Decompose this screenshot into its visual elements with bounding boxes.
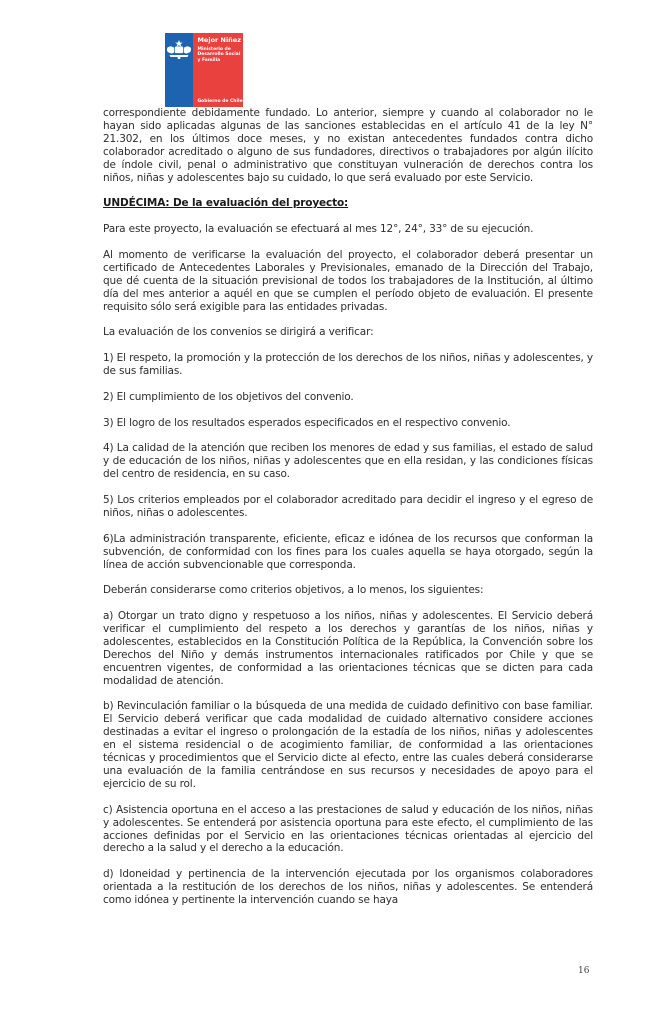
paragraph: 3) El logro de los resultados esperados especificados en el respectivo convenio. [103,416,511,429]
paragraph: 4) La calidad de la atención que reciben los menores de edad y sus familias, el estado de salud y de educación de los niños, niñas y adolescentes que en ella residan, y las condiciones físicas del centro de residencia, en su caso. [103,442,593,481]
paragraph: a) Otorgar un trato digno y respetuoso a los niños, niñas y adolescentes. El Servicio deberá verificar el cumplimiento del respeto a los derechos y garantías de los niños, niñas y adolescentes, establecidos en la Constitución Política de la República, la Convención sobre los Derechos del Niño y demás instrumentos internacionales ratificados por Chile y que se encuentren vigentes, de conformidad a las orientaciones técnicas que se dicten para cada modalidad de atención. [103,610,593,687]
paragraph: 5) Los criterios empleados por el colaborador acreditado para decidir el ingreso y el egreso de niños, niñas o adolescentes. [103,494,593,519]
paragraph: La evaluación de los convenios se dirigirá a verificar: [103,326,374,339]
document-body [103,107,593,920]
logo-ministry-line: y Familia [197,57,221,63]
paragraph: 2) El cumplimiento de los objetivos del convenio. [103,390,354,403]
section-heading: UNDÉCIMA: De la evaluación del proyecto: [103,197,349,210]
paragraph: b) Revinculación familiar o la búsqueda de una medida de cuidado definitivo con base familiar. El Servicio deberá verificar que cada modalidad de cuidado alternativo considere acciones destinadas a evitar el ingreso o prolongación de la estadía de los niños, niñas y adolescentes en el sistema residencial o de acogimiento familiar, de conformidad a las orientaciones técnicas y procedimientos que el Servicio dicte al efecto, entre las cuales deberá considerarse una evaluación de la familia centrándose en sus recursos y necesidades de apoyo para el ejercicio de su rol. [103,700,593,790]
logo-red-panel [193,33,243,107]
paragraph: Deberán considerarse como criterios objetivos, a lo menos, los siguientes: [103,584,484,597]
paragraph: c) Asistencia oportuna en el acceso a las prestaciones de salud y educación de los niños, niñas y adolescentes. Se entenderá por asistencia oportuna para este efecto, el cumplimiento de las acciones definidas por el Servicio en las orientaciones técnicas orientadas al ejercicio del derecho a la salud y el derecho a la educación. [103,803,593,855]
paragraph: correspondiente debidamente fundado. Lo anterior, siempre y cuando al colaborador no le hayan sido aplicadas algunas de las sanciones establecidas en el artículo 41 de la ley N° 21.302, en los últimos doce meses, y no existan antecedentes fundados contra dicho colaborador acreditado o alguno de sus fundadores, directivos o trabajadores por algún ilícito de índole civil, penal o administrativo que constituyan vulneración de derechos contra los niños, niñas y adolescentes bajo su cuidado, lo que será evaluado por este Servicio. [103,107,593,184]
logo-ministry-line: Desarrollo Social [197,52,241,58]
page-number: 16 [578,966,590,976]
chile-coat-of-arms-icon [166,40,193,60]
logo-brand-text: Mejor Niñez [197,36,241,44]
paragraph: Para este proyecto, la evaluación se efectuará al mes 12°, 24°, 33° de su ejecución. [103,223,534,236]
paragraph: 1) El respeto, la promoción y la protección de los derechos de los niños, niñas y adolescentes, y de sus familias. [103,352,593,378]
logo-gobierno-text: Gobierno de Chile [197,99,243,104]
mejor-ninez-logo [165,33,243,107]
logo-blue-panel [165,33,193,107]
paragraph: Al momento de verificarse la evaluación del proyecto, el colaborador deberá presentar un certificado de Antecedentes Laborales y Previsionales, emanado de la Dirección del Trabajo, que dé cuenta de la situación previsional de todos los trabajadores de la Institución, al último día del mes anterior a aquél en que se cumplen el período objeto de evaluación. El presente requisito sólo será exigible para las entidades privadas. [103,248,593,313]
paragraph: 6)La administración transparente, eficiente, eficaz e idónea de los recursos que conforman la subvención, de conformidad con los fines para los cuales aquella se haya otorgado, según la línea de acción subvencionable que corresponda. [103,532,593,571]
paragraph: d) Idoneidad y pertinencia de la intervención ejecutada por los organismos colaboradores orientada a la restitución de los derechos de los niños, niñas y adolescentes. Se entenderá como idónea y pertinente la intervención cuando se haya [103,868,593,907]
logo-ministry-text [197,47,241,64]
logo-ministry-line: Ministerio de [197,46,231,52]
